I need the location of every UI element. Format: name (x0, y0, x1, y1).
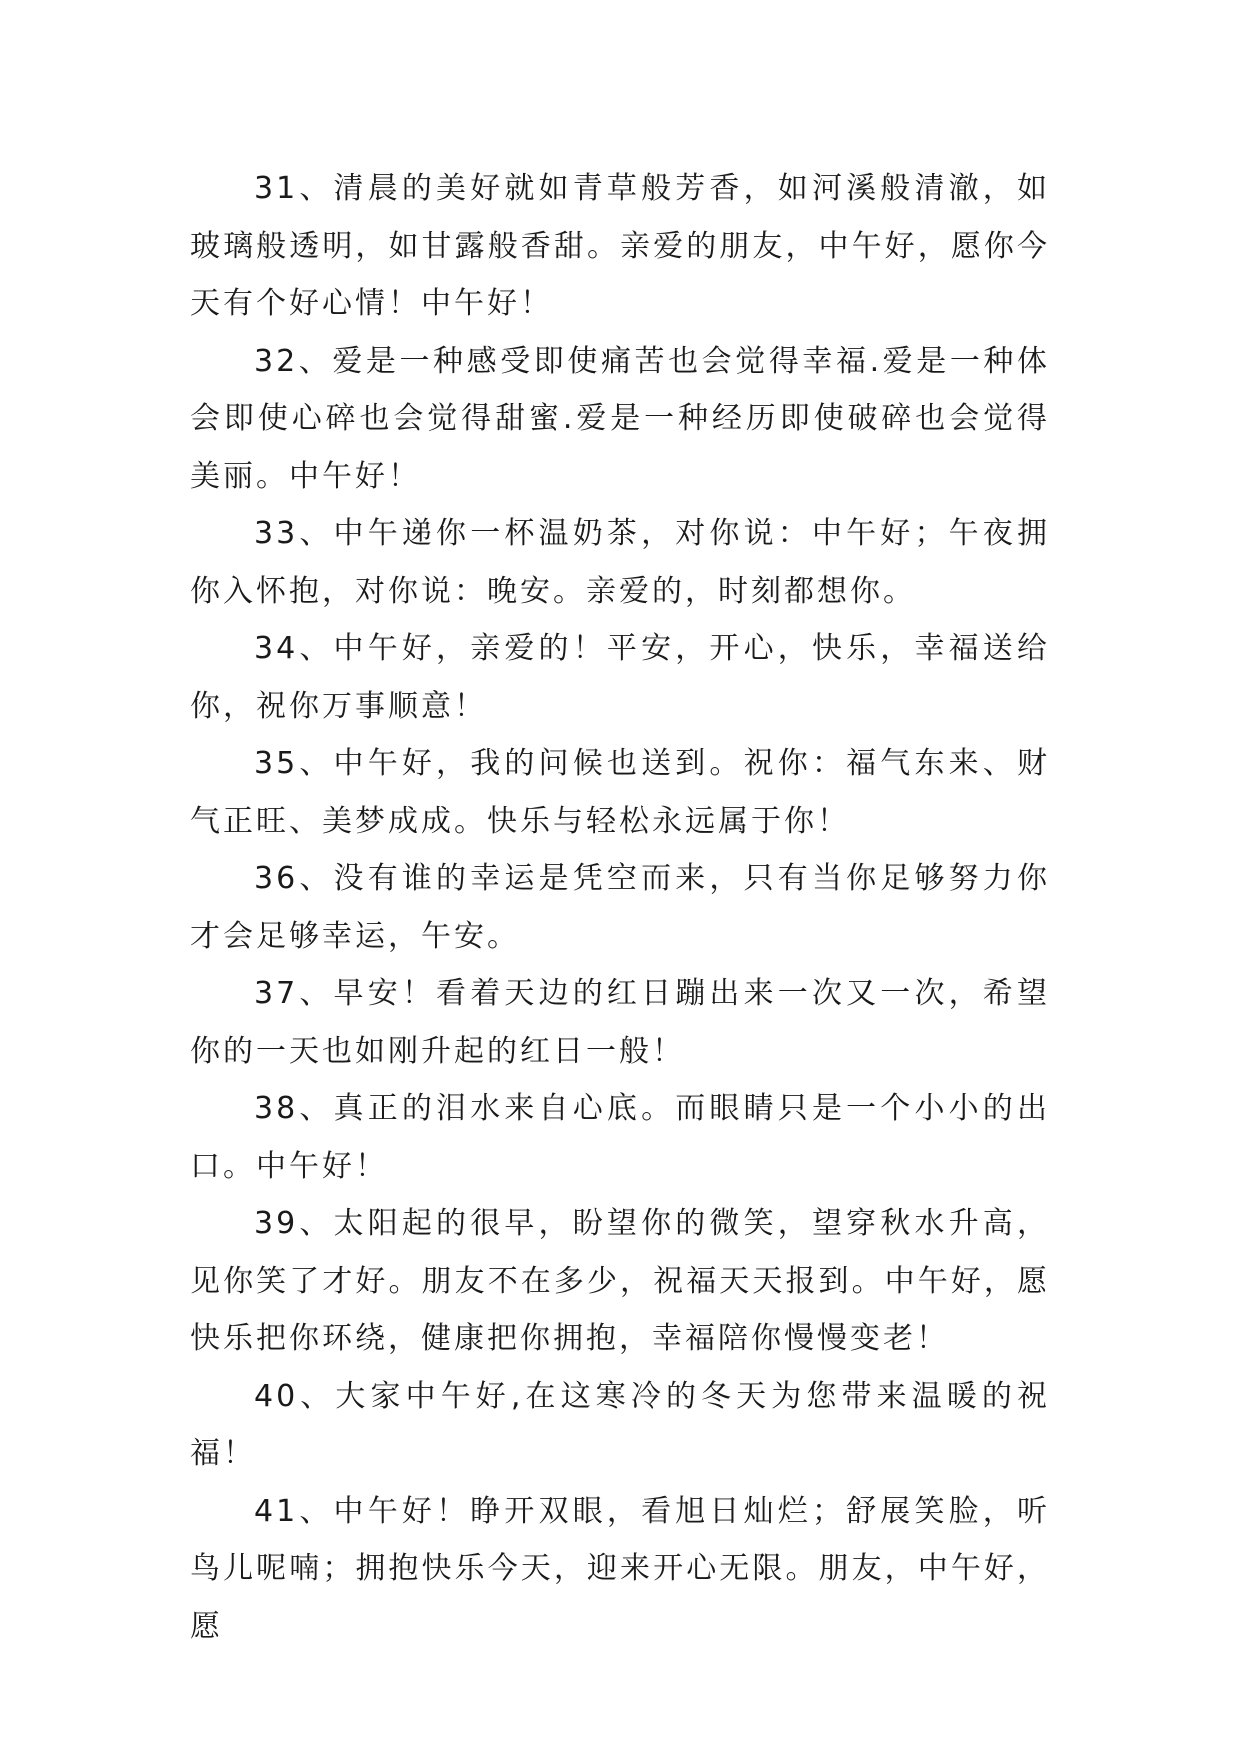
paragraph-37: 37、早安！看着天边的红日蹦出来一次又一次，希望你的一天也如刚升起的红日一般！ (190, 976, 1050, 1069)
paragraph-31: 31、清晨的美好就如青草般芳香，如河溪般清澈，如玻璃般透明，如甘露般香甜。亲爱的朋友，中午好，愿你今天有个好心情！中午好！ (190, 171, 1050, 321)
document-body (190, 160, 1050, 1655)
paragraph-36: 36、没有谁的幸运是凭空而来，只有当你足够努力你才会足够幸运，午安。 (190, 861, 1050, 954)
paragraph-34: 34、中午好，亲爱的！平安，开心，快乐，幸福送给你，祝你万事顺意！ (190, 631, 1050, 724)
paragraph-33: 33、中午递你一杯温奶茶，对你说：中午好；午夜拥你入怀抱，对你说：晚安。亲爱的，时刻都想你。 (190, 516, 1050, 609)
paragraph-41: 41、中午好！睁开双眼，看旭日灿烂；舒展笑脸，听鸟儿呢喃；拥抱快乐今天，迎来开心无限。朋友，中午好，愿 (190, 1493, 1050, 1644)
paragraph-32: 32、爱是一种感受即使痛苦也会觉得幸福.爱是一种体会即使心碎也会觉得甜蜜.爱是一种经历即使破碎也会觉得美丽。中午好！ (190, 343, 1050, 494)
paragraph-35: 35、中午好，我的问候也送到。祝你：福气东来、财气正旺、美梦成成。快乐与轻松永远属于你！ (190, 746, 1050, 839)
paragraph-38: 38、真正的泪水来自心底。而眼睛只是一个小小的出口。中午好！ (190, 1091, 1050, 1184)
paragraph-39: 39、太阳起的很早，盼望你的微笑，望穿秋水升高，见你笑了才好。朋友不在多少，祝福天天报到。中午好，愿快乐把你环绕，健康把你拥抱，幸福陪你慢慢变老！ (190, 1206, 1050, 1356)
paragraph-40: 40、大家中午好,在这寒冷的冬天为您带来温暖的祝福！ (190, 1378, 1050, 1471)
